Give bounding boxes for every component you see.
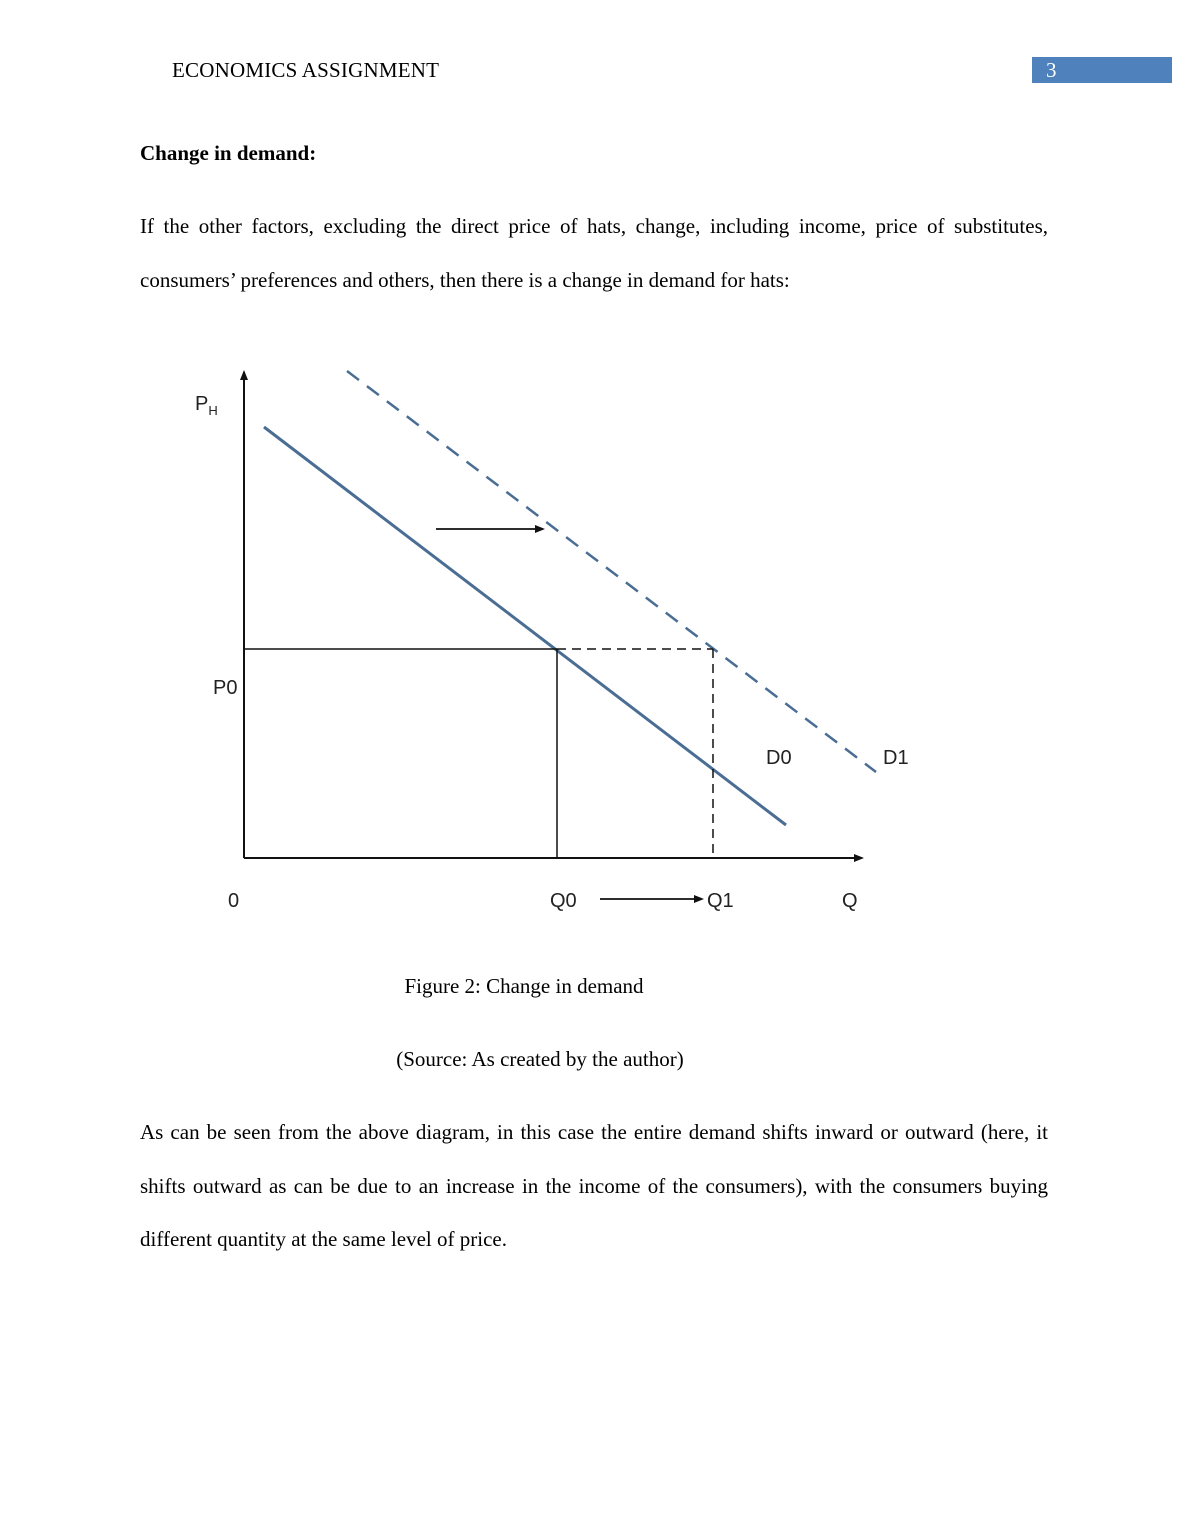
section-heading: Change in demand: [140, 141, 317, 165]
demand-curve-d0 [264, 427, 786, 825]
x-axis-label: Q [842, 890, 858, 912]
page-number: 3 [1046, 58, 1057, 82]
demand-curve-d1 [347, 371, 876, 772]
page-number-badge [1032, 57, 1172, 83]
origin-label: 0 [228, 890, 240, 912]
figure-source: (Source: As created by the author) [396, 1047, 684, 1071]
intro-paragraph: If the other factors, excluding the direct price of hats, change, including income, price of substitutes, consumers’ preferences and others, then there is a change in demand for hats: [140, 214, 1048, 292]
price-label-p0: P0 [213, 677, 238, 699]
explanation-paragraph: As can be seen from the above diagram, in this case the entire demand shifts inward or outward (here, it shifts outward as can be due to an increase in the income of the consumers), with the consumers buying different quantity at the same level of price. [140, 1120, 1048, 1251]
curve-label-d1: D1 [883, 747, 909, 769]
figure-caption: Figure 2: Change in demand [404, 974, 644, 998]
demand-shift-diagram [180, 350, 940, 930]
curve-label-d0: D0 [766, 747, 792, 769]
y-axis-label: $P_H$ [195, 393, 218, 418]
diagram-svg [180, 350, 940, 930]
quantity-label-q1: Q1 [707, 890, 734, 912]
running-header-title: ECONOMICS ASSIGNMENT [172, 58, 440, 82]
quantity-label-q0: Q0 [550, 890, 577, 912]
